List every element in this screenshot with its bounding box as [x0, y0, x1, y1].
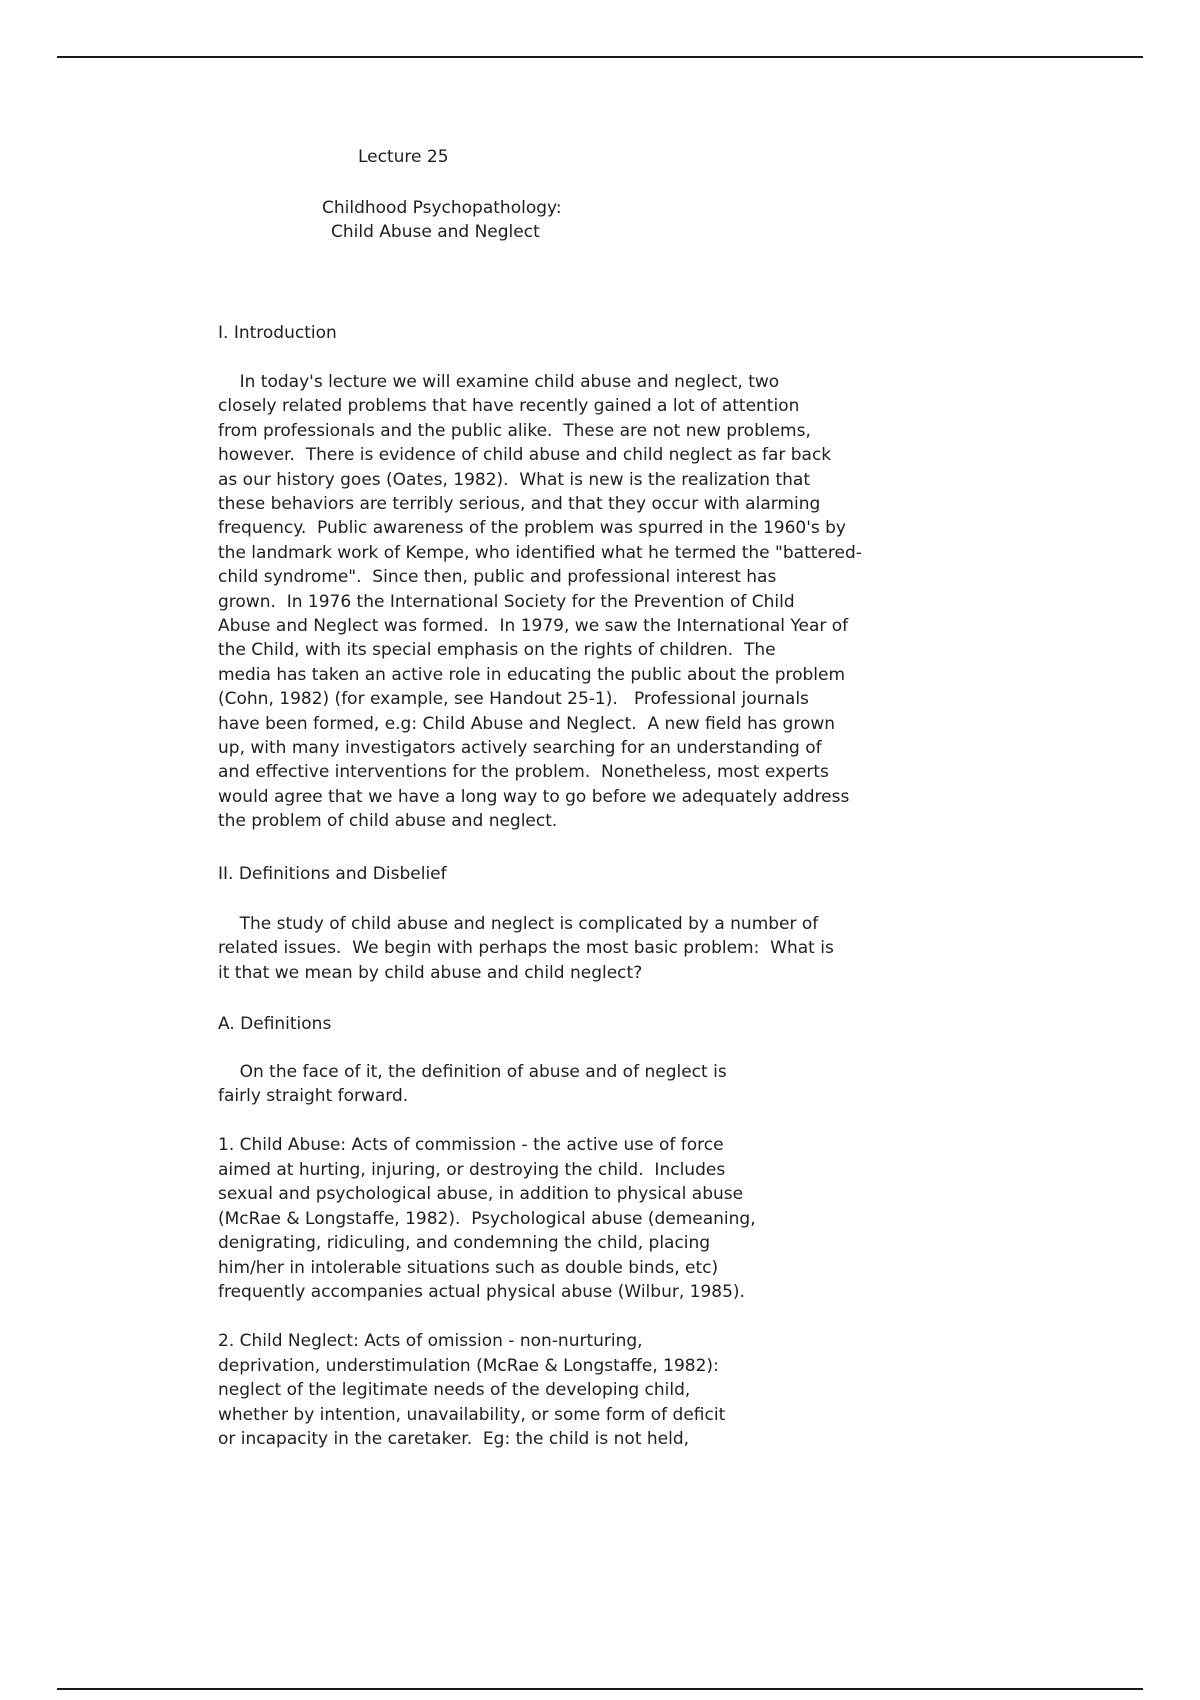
text-line: up, with many investigators actively searching for an understanding of — [218, 738, 822, 758]
text-line: these behaviors are terribly serious, and that they occur with alarming — [218, 494, 821, 514]
text-line: and effective interventions for the problem. Nonetheless, most experts — [218, 762, 829, 783]
text-line: (Cohn, 1982) (for example, see Handout 25-1). Professional journals — [218, 689, 809, 710]
text-line: as our history goes (Oates, 1982). What is new is the realization that — [218, 469, 811, 490]
text-line: fairly straight forward. — [218, 1086, 409, 1107]
text-line: Abuse and Neglect was formed. In 1979, we saw the International Year of — [218, 616, 849, 636]
text-line: the Child, with its special emphasis on the rights of children. The — [218, 640, 776, 661]
text-line: deprivation, understimulation (McRae & Longstaffe, 1982): — [218, 1355, 719, 1376]
text-line: the problem of child abuse and neglect. — [218, 811, 558, 832]
text-line: him/her in intolerable situations such as double binds, etc) — [218, 1257, 719, 1278]
text-line: neglect of the legitimate needs of the developing child, — [218, 1380, 691, 1400]
text-line: related issues. We begin with perhaps the most basic problem: What is — [218, 938, 834, 959]
text-line: frequently accompanies actual physical abuse (Wilbur, 1985). — [218, 1282, 745, 1302]
text-line: from professionals and the public alike. These are not new problems, — [218, 420, 811, 441]
text-line: (McRae & Longstaffe, 1982). Psychological abuse (demeaning, — [218, 1208, 756, 1229]
title-line-1: Childhood Psychopathology: — [322, 198, 562, 218]
text-line: or incapacity in the caretaker. Eg: the child is not held, — [218, 1429, 690, 1449]
text-line: media has taken an active role in educating the public about the problem — [218, 664, 846, 685]
text-line: whether by intention, unavailability, or some form of deficit — [218, 1404, 726, 1425]
text-line: closely related problems that have recently gained a lot of attention — [218, 396, 800, 417]
text-line: however. There is evidence of child abuse and child neglect as far back — [218, 445, 832, 466]
lecture-number: Lecture 25 — [358, 147, 449, 167]
text-line: The study of child abuse and neglect is complicated by a number of — [218, 914, 819, 934]
text-line: child syndrome". Since then, public and professional interest has — [218, 567, 777, 588]
definitions-heading: II. Definitions and Disbelief — [218, 864, 447, 884]
text-line: would agree that we have a long way to go before we adequately address — [218, 786, 850, 807]
text-line: the landmark work of Kempe, who identified what he termed the "battered- — [218, 542, 862, 563]
text-line: grown. In 1976 the International Society for the Prevention of Child — [218, 591, 795, 612]
text-line: it that we mean by child abuse and child neglect? — [218, 962, 643, 983]
text-line: In today's lecture we will examine child abuse and neglect, two — [218, 372, 780, 392]
text-line: denigrating, ridiculing, and condemning the child, placing — [218, 1233, 711, 1253]
bottom-rule — [57, 1688, 1143, 1690]
text-line: frequency. Public awareness of the problem was spurred in the 1960's by — [218, 518, 846, 539]
text-line: have been formed, e.g: Child Abuse and Neglect. A new field has grown — [218, 713, 836, 734]
text-line: 1. Child Abuse: Acts of commission - the active use of force — [218, 1135, 724, 1155]
text-line: On the face of it, the definition of abuse and of neglect is — [218, 1062, 727, 1082]
title-line-2: Child Abuse and Neglect — [331, 222, 540, 242]
subheading-definitions: A. Definitions — [218, 1014, 332, 1034]
text-line: aimed at hurting, injuring, or destroying the child. Includes — [218, 1159, 726, 1180]
text-line: 2. Child Neglect: Acts of omission - non-nurturing, — [218, 1331, 643, 1351]
intro-heading: I. Introduction — [218, 323, 337, 343]
text-line: sexual and psychological abuse, in addition to physical abuse — [218, 1184, 744, 1204]
